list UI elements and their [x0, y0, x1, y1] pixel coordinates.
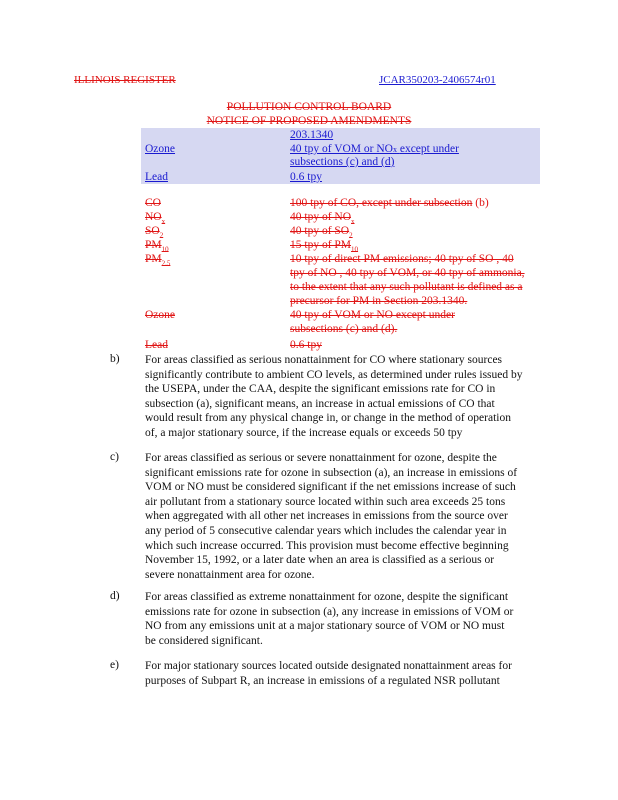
paragraph-e-line: For major stationary sources located outside designated nonattainment areas for [145, 660, 512, 672]
paragraph-d-line: NO from any emissions unit at a major stationary source of VOM or NO must [145, 620, 505, 633]
inserted-table [141, 128, 540, 184]
paragraph-c-line: VOM or NO must be considered significant if the net emissions increase of such [145, 481, 516, 494]
deleted-pollutant-pm25: $PM_{2.5}$ [145, 253, 171, 268]
paragraph-c-line: significant emissions rate for ozone in subsection (a), an increase in emissions of [145, 466, 518, 479]
paragraph-b-line: would result from any physical change in, or change in the method of operation [145, 412, 511, 425]
deleted-value-pm25-line3: to the extent that any such pollutant is defined as a [290, 281, 523, 293]
paragraph-b-line: significantly contribute to ambient CO levels, as determined under rules issued by [145, 368, 523, 381]
table-pollutant-ozone: Ozone [145, 143, 176, 155]
paragraph-d-line: emissions rate for ozone in subsection (a), any increase in emissions of VOM or [145, 605, 514, 618]
deleted-pollutant-nox: $NO_x$ [145, 211, 166, 226]
paragraph-c-line: November 15, 1992, or a later date when an area is classified as a serious or [145, 554, 495, 567]
paragraph-c-line: For areas classified as serious or severe nonattainment for ozone, despite the [145, 452, 497, 464]
jcar-reference: JCAR350203-2406574r01 [379, 74, 496, 86]
deleted-pollutant-ozone: Ozone [145, 309, 176, 321]
paragraph-b-line: For areas classified as serious nonattainment for CO where stationary sources [145, 354, 503, 366]
paragraph-e-line: purposes of Subpart R, an increase in emissions of a regulated NSR pollutant [145, 674, 500, 687]
deleted-pollutant-pm10: $PM_{10}$ [145, 239, 169, 254]
paragraph-b-label: b) [110, 353, 120, 365]
paragraph-d-line: For areas classified as extreme nonattainment for ozone, despite the significant [145, 591, 509, 603]
deleted-value-pm25-line2: tpy of NO , 40 tpy of VOM, or 40 tpy of ammonia, [290, 267, 525, 279]
paragraph-b-line: of, a major stationary source, if the increase equals or exceeds 50 tpy [145, 426, 463, 439]
deleted-pollutant-co: CO [145, 197, 161, 209]
table-section-fragment: 203.1340 [290, 129, 334, 141]
table-value-lead: 0.6 tpy [290, 171, 322, 183]
paragraph-b-line: the USEPA, under the CAA, despite the significant emissions rate for CO in [145, 383, 496, 396]
deleted-value-nox: 40 tpy of $NO_x$ [290, 211, 355, 226]
deleted-pollutant-so2: $SO_2$ [145, 225, 164, 240]
deleted-value-pm25-line4: precursor for PM in Section 203.1340. [290, 295, 468, 307]
paragraph-c-line: any period of 5 consecutive calendar years which includes the calendar year in [145, 524, 507, 537]
paragraph-c-line: air pollutant from a stationary source located within such area exceeds 25 tons [145, 495, 506, 508]
deleted-value-lead: 0.6 tpy [290, 339, 322, 351]
register-header: ILLINOIS REGISTER [74, 74, 176, 86]
paragraph-c-line: when aggregated with all other net increases in emissions from the source over [145, 510, 508, 523]
deleted-value-ozone-line1: 40 tpy of VOM or NO except under [290, 309, 455, 321]
paragraph-c [145, 451, 555, 582]
paragraph-e-label: e) [110, 659, 119, 671]
paragraph-e [145, 659, 555, 688]
deleted-value-so2: 40 tpy of $SO_2$ [290, 225, 353, 240]
paragraph-d-line: be considered significant. [145, 634, 263, 647]
deleted-pollutant-lead: Lead [145, 339, 168, 351]
paragraph-b [145, 353, 555, 441]
paragraph-d [145, 590, 555, 648]
deleted-value-pm25-line1: 10 tpy of direct PM emissions; 40 tpy of SO , 40 [290, 253, 514, 265]
notice-title: NOTICE OF PROPOSED AMENDMENTS [206, 115, 412, 127]
paragraph-c-line: severe nonattainment area for ozone. [145, 568, 315, 581]
paragraph-c-line: which such increase occurred. This provision must become effective beginning [145, 539, 509, 552]
deleted-value-co: 100 tpy of CO, except under subsection (b) [290, 197, 489, 209]
paragraph-b-line: subsection (a), significant means, an increase in actual emissions of CO that [145, 397, 495, 410]
deleted-value-pm10: 15 tpy of $PM_{10}$ [290, 239, 359, 254]
table-value-ozone-line1: 40 tpy of VOM or NOx except under [290, 143, 459, 155]
board-title: POLLUTION CONTROL BOARD [226, 101, 392, 113]
paragraph-c-label: c) [110, 451, 119, 463]
paragraph-d-label: d) [110, 590, 120, 602]
deleted-value-ozone-line2: subsections (c) and (d). [290, 323, 398, 335]
table-value-ozone-line2: subsections (c) and (d) [290, 156, 395, 168]
table-pollutant-lead: Lead [145, 171, 168, 183]
